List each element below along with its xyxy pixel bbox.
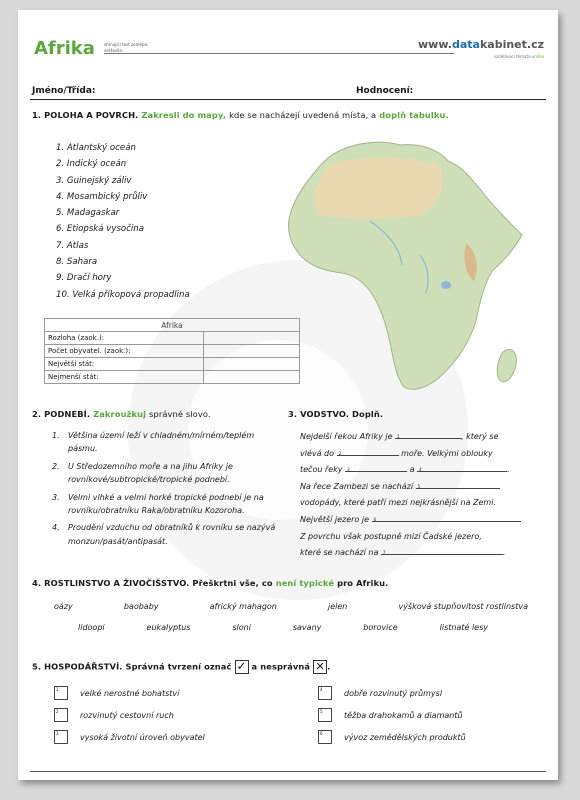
water-fill-text: Nejdelší řekou Afriky je 1 , který se vlévá do 2 moře. Velkými oblouky tečou řeky 3 a 4 . Na řece Zambezi se nachází 5 vodopády, které patří mezi nejkrásnější na Zemi. Největší jezero je 6 . Z povrchu však postupně mizí Čadské jezero, které se nachází na 7 .: [300, 432, 523, 558]
blank-2[interactable]: 2: [337, 447, 399, 456]
statement-text: vývoz zemědělských produktů: [344, 733, 466, 742]
name-label: Jméno/Třída:: [32, 86, 96, 96]
statement-text: dobře rozvinutý průmysl: [344, 689, 443, 698]
place-item: 4. Mosambický průliv: [56, 191, 148, 202]
statement-text: vysoká životní úroveň obyvatel: [80, 733, 205, 742]
place-item: 6. Etiopská vysočina: [56, 224, 145, 235]
cross-icon: ✕: [313, 660, 327, 674]
organism-word[interactable]: lidoopi: [78, 623, 105, 632]
answer-checkbox[interactable]: [318, 730, 332, 744]
checkbox-number: 4: [320, 687, 323, 692]
section-1-heading: 1. POLOHA A POVRCH. Zakresli do mapy, kde se nacházejí uvedená místa, a doplň tabulku.: [32, 110, 449, 120]
place-item: 2. Indický oceán: [56, 159, 127, 170]
place-item: 10. Velká příkopová propadlina: [56, 289, 190, 300]
organism-row-1: [54, 602, 528, 611]
table-row-label: Rozloha (zaok.):: [45, 332, 204, 345]
answer-checkbox[interactable]: [54, 708, 68, 722]
organism-word[interactable]: baobaby: [123, 602, 159, 611]
statement-text: těžba drahokamů a diamantů: [344, 711, 463, 720]
climate-item-number: 3.: [52, 492, 60, 502]
organism-word[interactable]: africký mahagon: [209, 602, 277, 611]
worksheet-title: Afrika: [34, 38, 95, 59]
climate-item-text[interactable]: Velmi vlhké a velmi horké tropické podnebí je na rovníku/obratníku Raka/obratníku Kozoroha.: [68, 492, 264, 516]
grade-label: Hodnocení:: [356, 86, 414, 96]
checkbox-number: 3: [56, 731, 59, 736]
place-item: 7. Atlas: [56, 240, 89, 251]
table-input-cell[interactable]: [204, 332, 300, 345]
place-item: 1. Atlantský oceán: [56, 143, 136, 153]
checkbox-number: 6: [320, 731, 323, 736]
climate-item-number: 2.: [52, 461, 60, 471]
statement-text: rozvinutý cestovní ruch: [80, 711, 174, 720]
place-item: 8. Sahara: [56, 257, 98, 268]
section-5-heading: 5. HOSPODÁŘSTVÍ. Správná tvrzení označ ✓ a nesprávná ✕ .: [32, 659, 331, 673]
blank-1[interactable]: 1: [395, 430, 461, 439]
brand-logo[interactable]: www.datakabinet.cz: [418, 38, 544, 51]
table-row-label: Počet obyvatel. (zaok.):: [45, 345, 204, 358]
footer-rule: [30, 771, 546, 772]
answer-checkbox[interactable]: [54, 686, 68, 700]
table-input-cell[interactable]: [204, 371, 300, 384]
organism-word[interactable]: savany: [292, 623, 322, 632]
climate-item-text[interactable]: U Středozemního moře a na jihu Afriky je rovníkové/subtropické/tropické podnebí.: [68, 461, 233, 485]
climate-item: [52, 521, 284, 548]
climate-item-text[interactable]: Většina území leží v chladném/mírném/teplém pásmu.: [68, 431, 255, 454]
blank-5[interactable]: 5: [416, 480, 500, 489]
blank-7[interactable]: 7: [381, 546, 503, 555]
organism-word[interactable]: oázy: [54, 602, 73, 611]
checkbox-number: 1: [56, 687, 59, 692]
check-icon: ✓: [236, 659, 247, 673]
blank-6[interactable]: 6: [372, 513, 520, 522]
climate-item-number: 1.: [52, 431, 60, 440]
section-4-heading: 4. ROSTLINSTVO A ŽIVOČIŠSTVO. Přeškrtni vše, co není typické pro Afriku.: [32, 578, 389, 588]
section-3-heading: 3. VODSTVO. Doplň.: [288, 409, 384, 419]
answer-checkbox[interactable]: [54, 730, 68, 744]
worksheet-page: [18, 10, 558, 780]
checkbox-number: 2: [56, 709, 59, 714]
checkbox-number: 5: [320, 709, 323, 714]
table-header: Afrika: [45, 319, 300, 332]
climate-item-text[interactable]: Proudění vzduchu od obratníků k rovníku se nazývá monzun/pasát/antipasát.: [68, 523, 276, 546]
organism-word[interactable]: listnaté lesy: [439, 623, 488, 632]
blank-3[interactable]: 3: [345, 463, 407, 472]
climate-list: [52, 429, 284, 552]
organism-word[interactable]: borovice: [363, 623, 398, 632]
header-rule: [104, 53, 454, 54]
page-header: [30, 32, 546, 72]
section-2-heading: 2. PODNEBÍ. Zakroužkuj správné slovo.: [32, 409, 211, 419]
name-grade-row: [30, 80, 546, 100]
table-row-label: Nejmenší stát:: [45, 371, 204, 384]
africa-facts-table: [44, 318, 300, 384]
table-input-cell[interactable]: [204, 345, 300, 358]
organism-word[interactable]: sloni: [232, 623, 251, 632]
answer-checkbox[interactable]: [318, 708, 332, 722]
climate-item: [52, 460, 284, 487]
organism-word[interactable]: výšková stupňovitost rostlinstva: [398, 602, 528, 611]
africa-map[interactable]: [270, 125, 540, 405]
places-list: [56, 140, 190, 303]
madagascar-shape: [497, 349, 516, 381]
organism-row-2: [78, 623, 488, 632]
organism-word[interactable]: eukalyptus: [146, 623, 191, 632]
blank-4[interactable]: 4: [417, 463, 507, 472]
climate-item: [52, 491, 284, 518]
brand-tagline: vzdělávací témata online: [493, 54, 544, 59]
organism-word[interactable]: jelen: [327, 602, 348, 611]
statement-text: velké nerostné bohatství: [80, 689, 180, 698]
climate-item-number: 4.: [52, 523, 60, 533]
worksheet-subtitle: shrnující test zeměpis: [104, 42, 148, 47]
table-row-label: Největší stát:: [45, 358, 204, 371]
place-item: 5. Madagaskar: [56, 208, 120, 219]
table-input-cell[interactable]: [204, 358, 300, 371]
place-item: 3. Guinejský záliv: [56, 175, 132, 186]
answer-checkbox[interactable]: [318, 686, 332, 700]
climate-item: [52, 429, 284, 456]
worksheet-author: sestavila:: [104, 48, 124, 53]
place-item: 9. Dračí hory: [56, 273, 112, 284]
